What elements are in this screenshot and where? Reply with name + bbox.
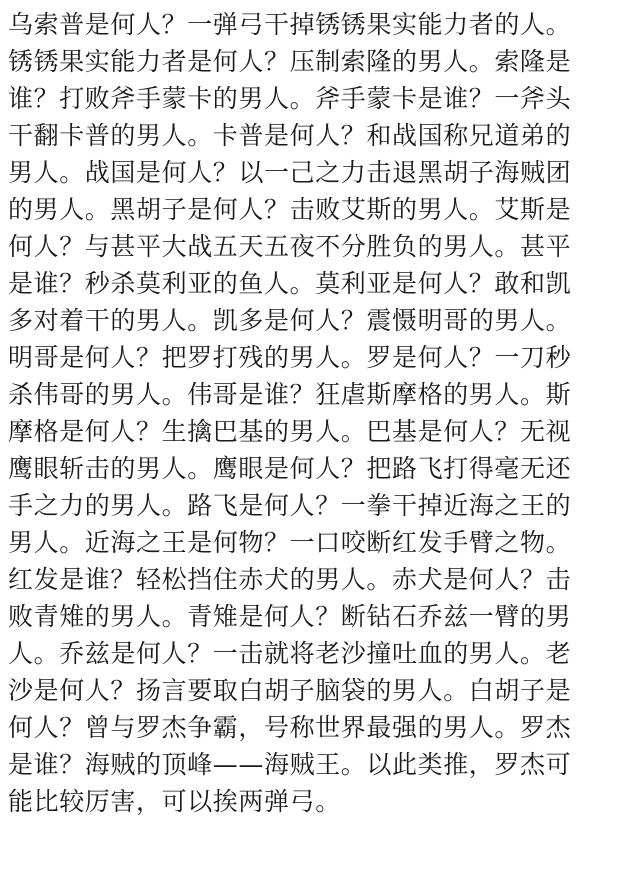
text-line-15: 男人。近海之王是何物？一口咬断红发手臂之物。 bbox=[8, 528, 572, 557]
text-line-16: 红发是谁？轻松挡住赤犬的男人。赤犬是何人？击 bbox=[8, 565, 572, 594]
text-line-11: 杀伟哥的男人。伟哥是谁？狂虐斯摩格的男人。斯 bbox=[8, 380, 572, 409]
text-line-17: 败青雉的男人。青雉是何人？断钻石乔兹一臂的男 bbox=[8, 602, 572, 631]
text-line-21: 是谁？海贼的顶峰——海贼王。以此类推，罗杰可 bbox=[8, 750, 572, 779]
text-line-20: 何人？曾与罗杰争霸，号称世界最强的男人。罗杰 bbox=[8, 713, 572, 742]
text-line-4: 干翻卡普的男人。卡普是何人？和战国称兄道弟的 bbox=[8, 121, 572, 150]
text-line-9: 多对着干的男人。凯多是何人？震慑明哥的男人。 bbox=[8, 306, 572, 335]
text-line-10: 明哥是何人？把罗打残的男人。罗是何人？一刀秒 bbox=[8, 343, 572, 372]
text-line-22: 能比较厉害，可以挨两弹弓。 bbox=[8, 787, 341, 816]
text-line-2: 锈锈果实能力者是何人？压制索隆的男人。索隆是 bbox=[8, 47, 572, 76]
article-text bbox=[8, 6, 634, 820]
text-line-1: 乌索普是何人？一弹弓干掉锈锈果实能力者的人。 bbox=[8, 10, 572, 39]
text-line-8: 是谁？秒杀莫利亚的鱼人。莫利亚是何人？敢和凯 bbox=[8, 269, 572, 298]
text-line-18: 人。乔兹是何人？一击就将老沙撞吐血的男人。老 bbox=[8, 639, 572, 668]
text-line-7: 何人？与甚平大战五天五夜不分胜负的男人。甚平 bbox=[8, 232, 572, 261]
text-line-14: 手之力的男人。路飞是何人？一拳干掉近海之王的 bbox=[8, 491, 572, 520]
text-line-19: 沙是何人？扬言要取白胡子脑袋的男人。白胡子是 bbox=[8, 676, 572, 705]
text-line-13: 鹰眼斩击的男人。鹰眼是何人？把路飞打得毫无还 bbox=[8, 454, 572, 483]
text-line-3: 谁？打败斧手蒙卡的男人。斧手蒙卡是谁？一斧头 bbox=[8, 84, 572, 113]
text-line-5: 男人。战国是何人？以一己之力击退黑胡子海贼团 bbox=[8, 158, 572, 187]
text-line-6: 的男人。黑胡子是何人？击败艾斯的男人。艾斯是 bbox=[8, 195, 572, 224]
text-line-12: 摩格是何人？生擒巴基的男人。巴基是何人？无视 bbox=[8, 417, 572, 446]
